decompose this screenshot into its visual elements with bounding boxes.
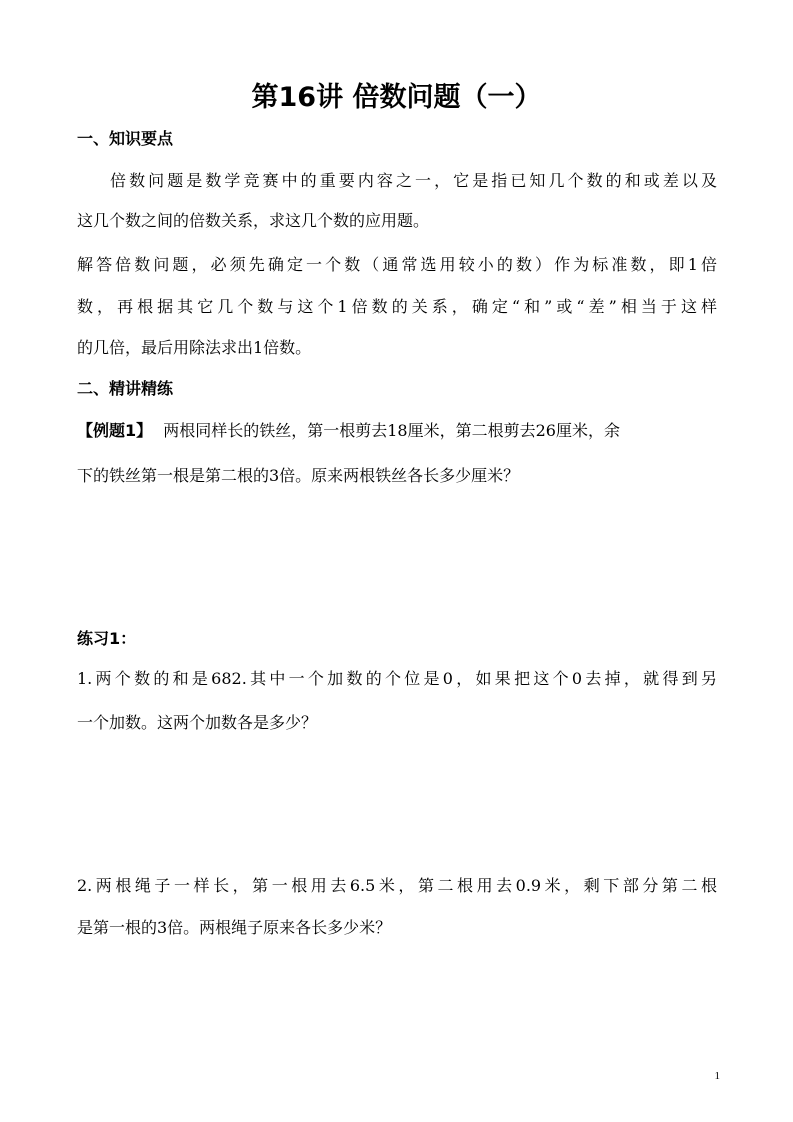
exercise1-heading: 练习1： <box>77 629 137 648</box>
knowledge-para1-line2: 这几个数之间的倍数关系，求这几个数的应用题。 <box>77 211 430 230</box>
page-number: 1 <box>714 1070 720 1082</box>
exercise1-q2-line2: 是第一根的3倍。两根绳子原来各长多少米？ <box>77 918 392 937</box>
page-title: 第16讲 倍数问题（一） <box>251 82 542 113</box>
example1-label: 【例题1】 <box>77 421 153 440</box>
example1-line2: 下的铁丝第一根是第二根的3倍。原来两根铁丝各长多少厘米？ <box>77 466 520 485</box>
section-heading-practice: 二、精讲精练 <box>77 379 174 398</box>
example1-line1 <box>77 420 717 442</box>
exercise1-q1-line1: 1.两个数的和是682.其中一个加数的个位是0，如果把这个0去掉，就得到另 <box>77 669 717 688</box>
exercise1-q2-line1: 2.两根绳子一样长，第一根用去6.5米，第二根用去0.9米，剩下部分第二根 <box>77 876 717 895</box>
section-heading-knowledge: 一、知识要点 <box>77 129 174 148</box>
exercise1-q1-line2: 一个加数。这两个加数各是多少？ <box>77 713 318 732</box>
knowledge-para2-line3: 的几倍，最后用除法求出1倍数。 <box>77 338 312 357</box>
knowledge-para1-line1: 倍数问题是数学竞赛中的重要内容之一，它是指已知几个数的和或差以及 <box>110 171 717 190</box>
example1-text-line1: 两根同样长的铁丝，第一根剪去18厘米，第二根剪去26厘米，余 <box>163 421 620 440</box>
knowledge-para2-line2: 数，再根据其它几个数与这个1倍数的关系，确定“和”或“差”相当于这样 <box>77 297 717 316</box>
knowledge-para2-line1: 解答倍数问题，必须先确定一个数（通常选用较小的数）作为标准数，即1倍 <box>77 255 717 274</box>
